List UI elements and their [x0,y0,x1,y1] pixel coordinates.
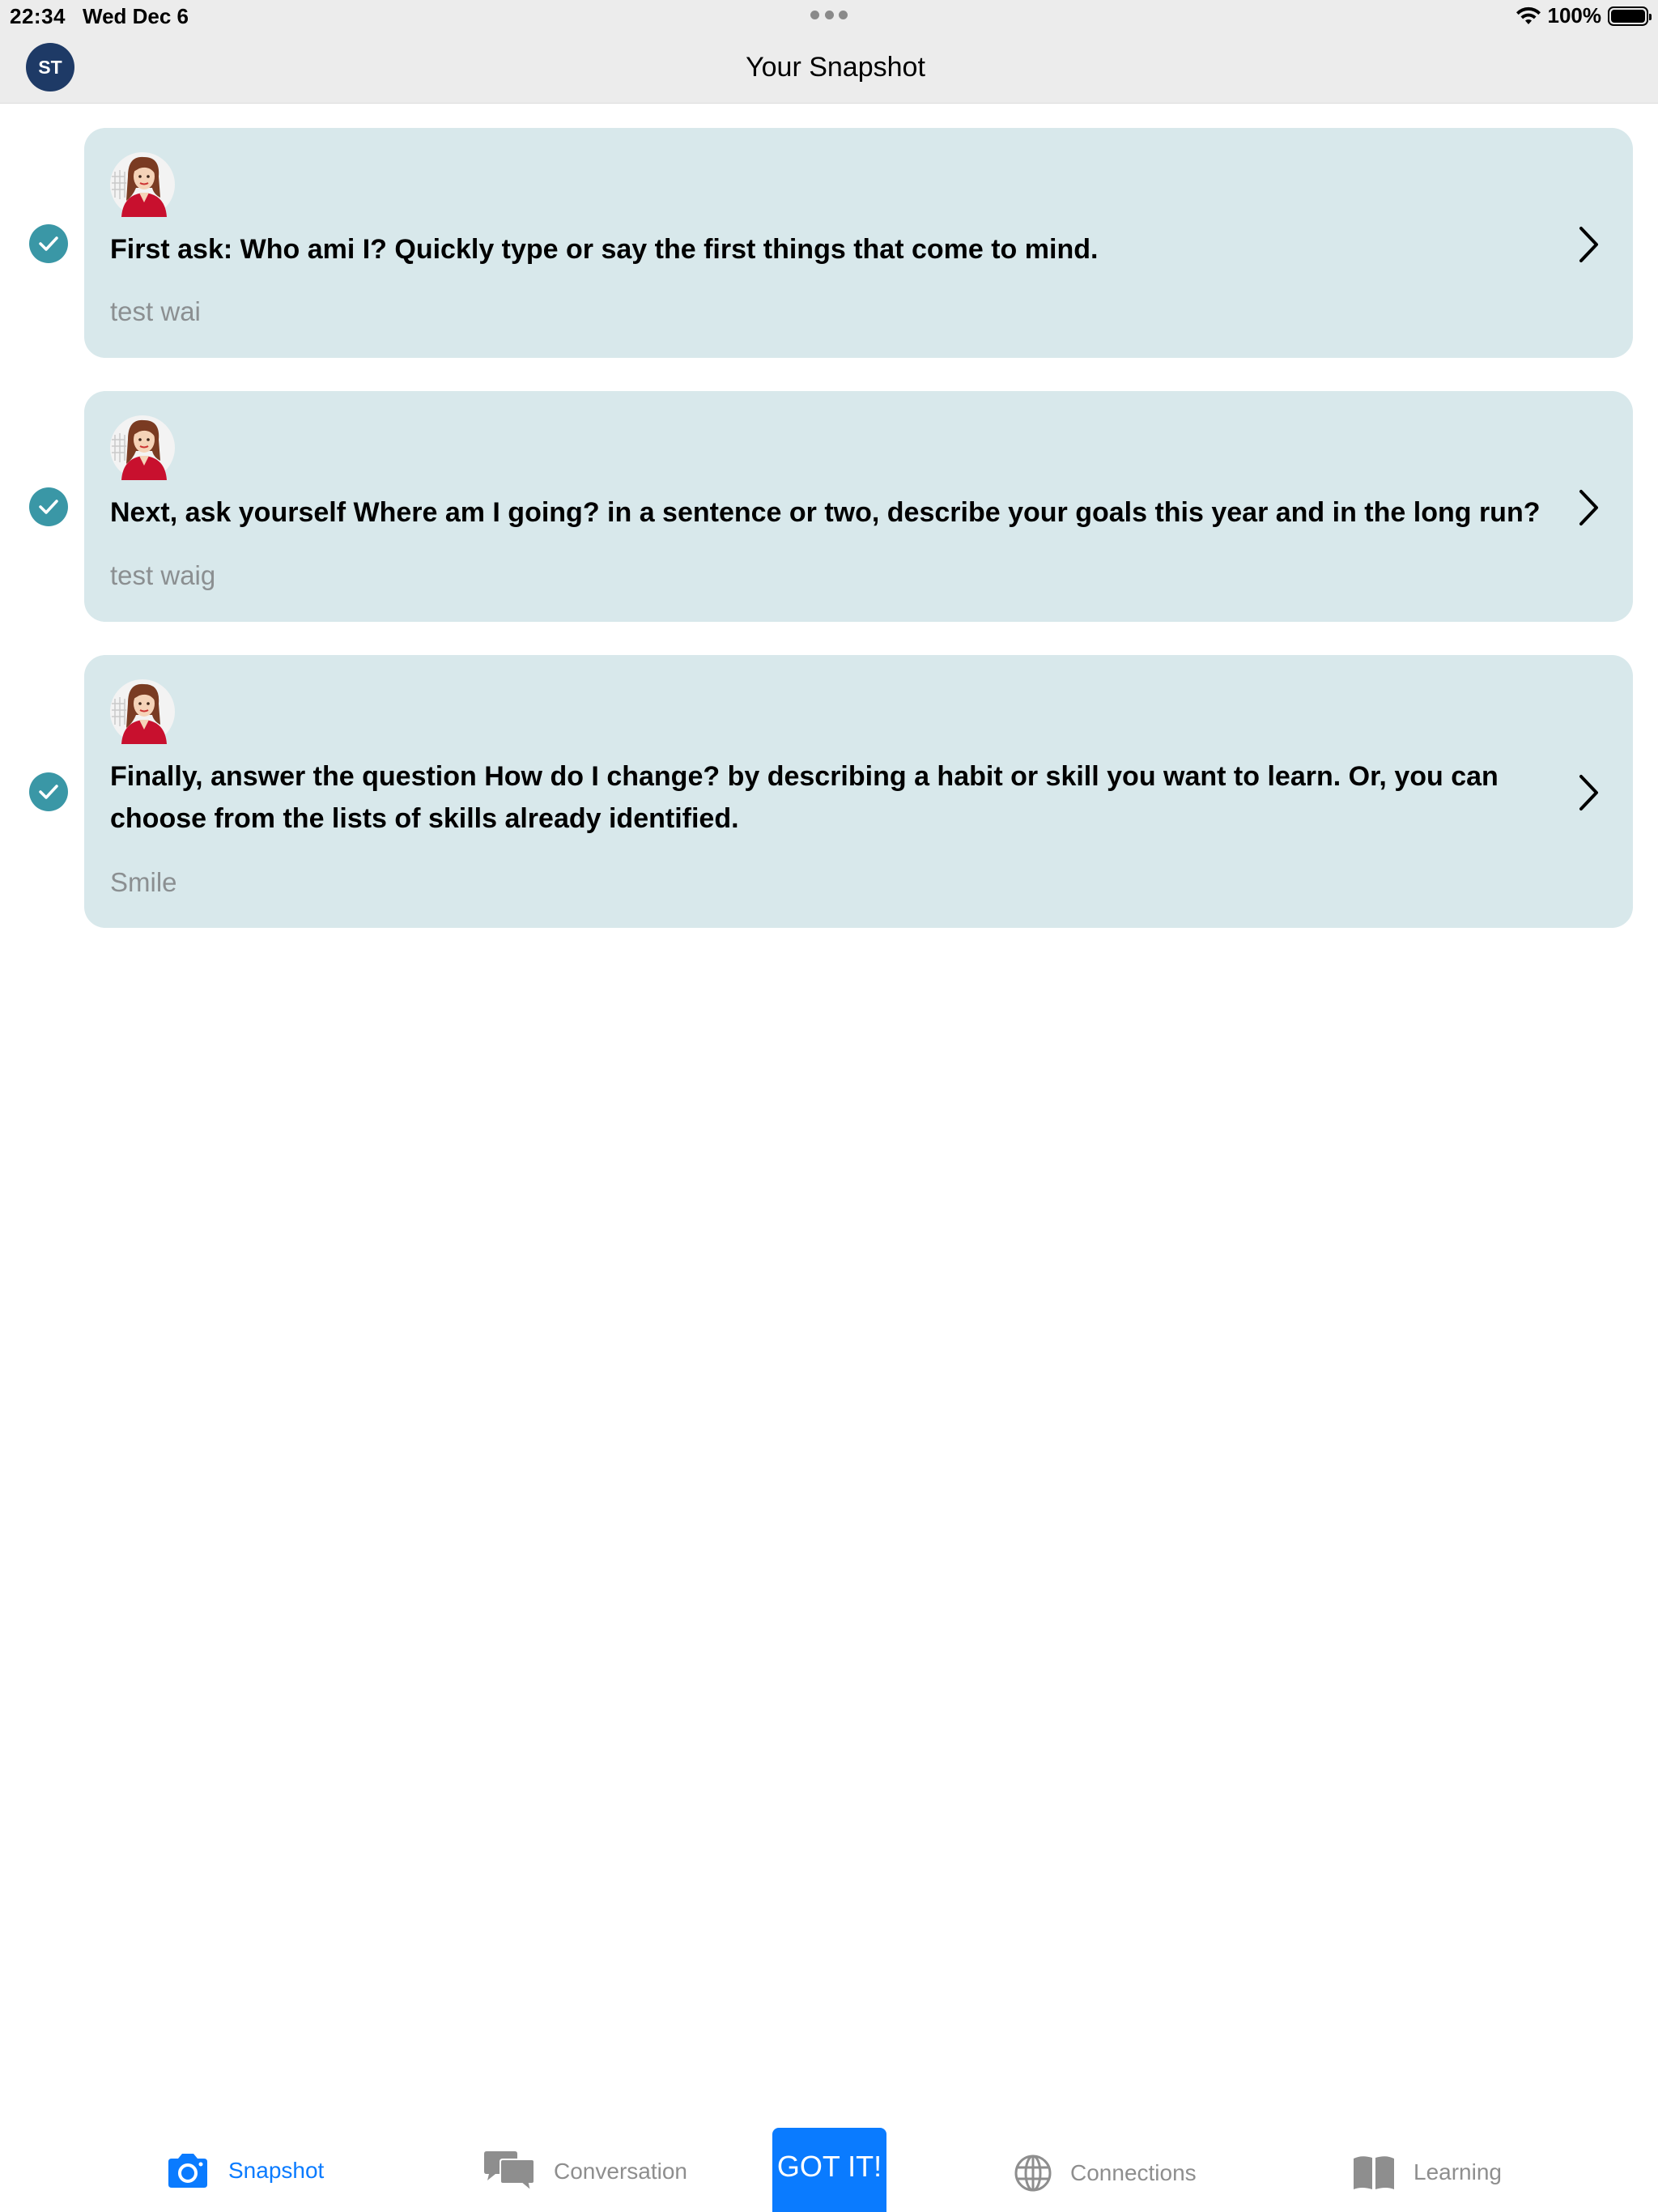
wifi-icon [1516,6,1541,26]
camera-icon [165,2152,210,2189]
tab-snapshot[interactable] [165,2152,324,2189]
chevron-right-icon [1576,225,1601,264]
tab-connections-label: Connections [1070,2160,1197,2185]
completed-check-icon [29,487,68,526]
tab-snapshot-label: Snapshot [228,2158,325,2183]
tab-learning-label: Learning [1414,2159,1502,2184]
answer-text: test waig [110,560,216,590]
question-text: Finally, answer the question How do I change? by describing a habit or skill you want to learn. Or, you can choose from the lists of skills already identified. [110,761,1499,834]
status-right [1516,3,1649,28]
snapshot-card-who-am-i[interactable] [84,128,1633,358]
status-date: Wed Dec 6 [83,4,189,28]
chevron-right-icon [1576,488,1601,527]
coach-avatar-icon [110,415,175,480]
battery-icon [1608,6,1648,26]
tab-learning[interactable] [1352,2154,1502,2191]
page-title: Your Snapshot [746,52,925,83]
question-text: First ask: Who ami I? Quickly type or say the first things that come to mind. [110,234,1099,265]
user-avatar[interactable]: ST [26,43,74,91]
question-text: Next, ask yourself Where am I going? in a sentence or two, describe your goals this year and in the long run? [110,497,1541,528]
navigation-header [0,0,1658,104]
book-icon [1352,2154,1396,2191]
chevron-right-icon [1576,773,1601,812]
got-it-button[interactable]: GOT IT! [772,2128,886,2212]
completed-check-icon [29,224,68,263]
globe-icon [1014,2154,1052,2193]
tab-conversation-label: Conversation [554,2159,687,2184]
coach-avatar-icon [110,152,175,217]
status-time: 22:34 [10,4,66,28]
battery-percentage: 100% [1547,3,1601,28]
snapshot-card-where-am-i-going[interactable] [84,391,1633,622]
coach-avatar-icon [110,679,175,744]
answer-text: test wai [110,296,201,326]
tab-conversation[interactable] [483,2150,687,2193]
answer-text: Smile [110,867,177,897]
chat-bubbles-icon [483,2150,536,2193]
tab-connections[interactable] [1014,2154,1197,2193]
multitasking-dots-icon[interactable] [810,11,848,20]
completed-check-icon [29,772,68,811]
snapshot-card-how-do-i-change[interactable] [84,655,1633,928]
